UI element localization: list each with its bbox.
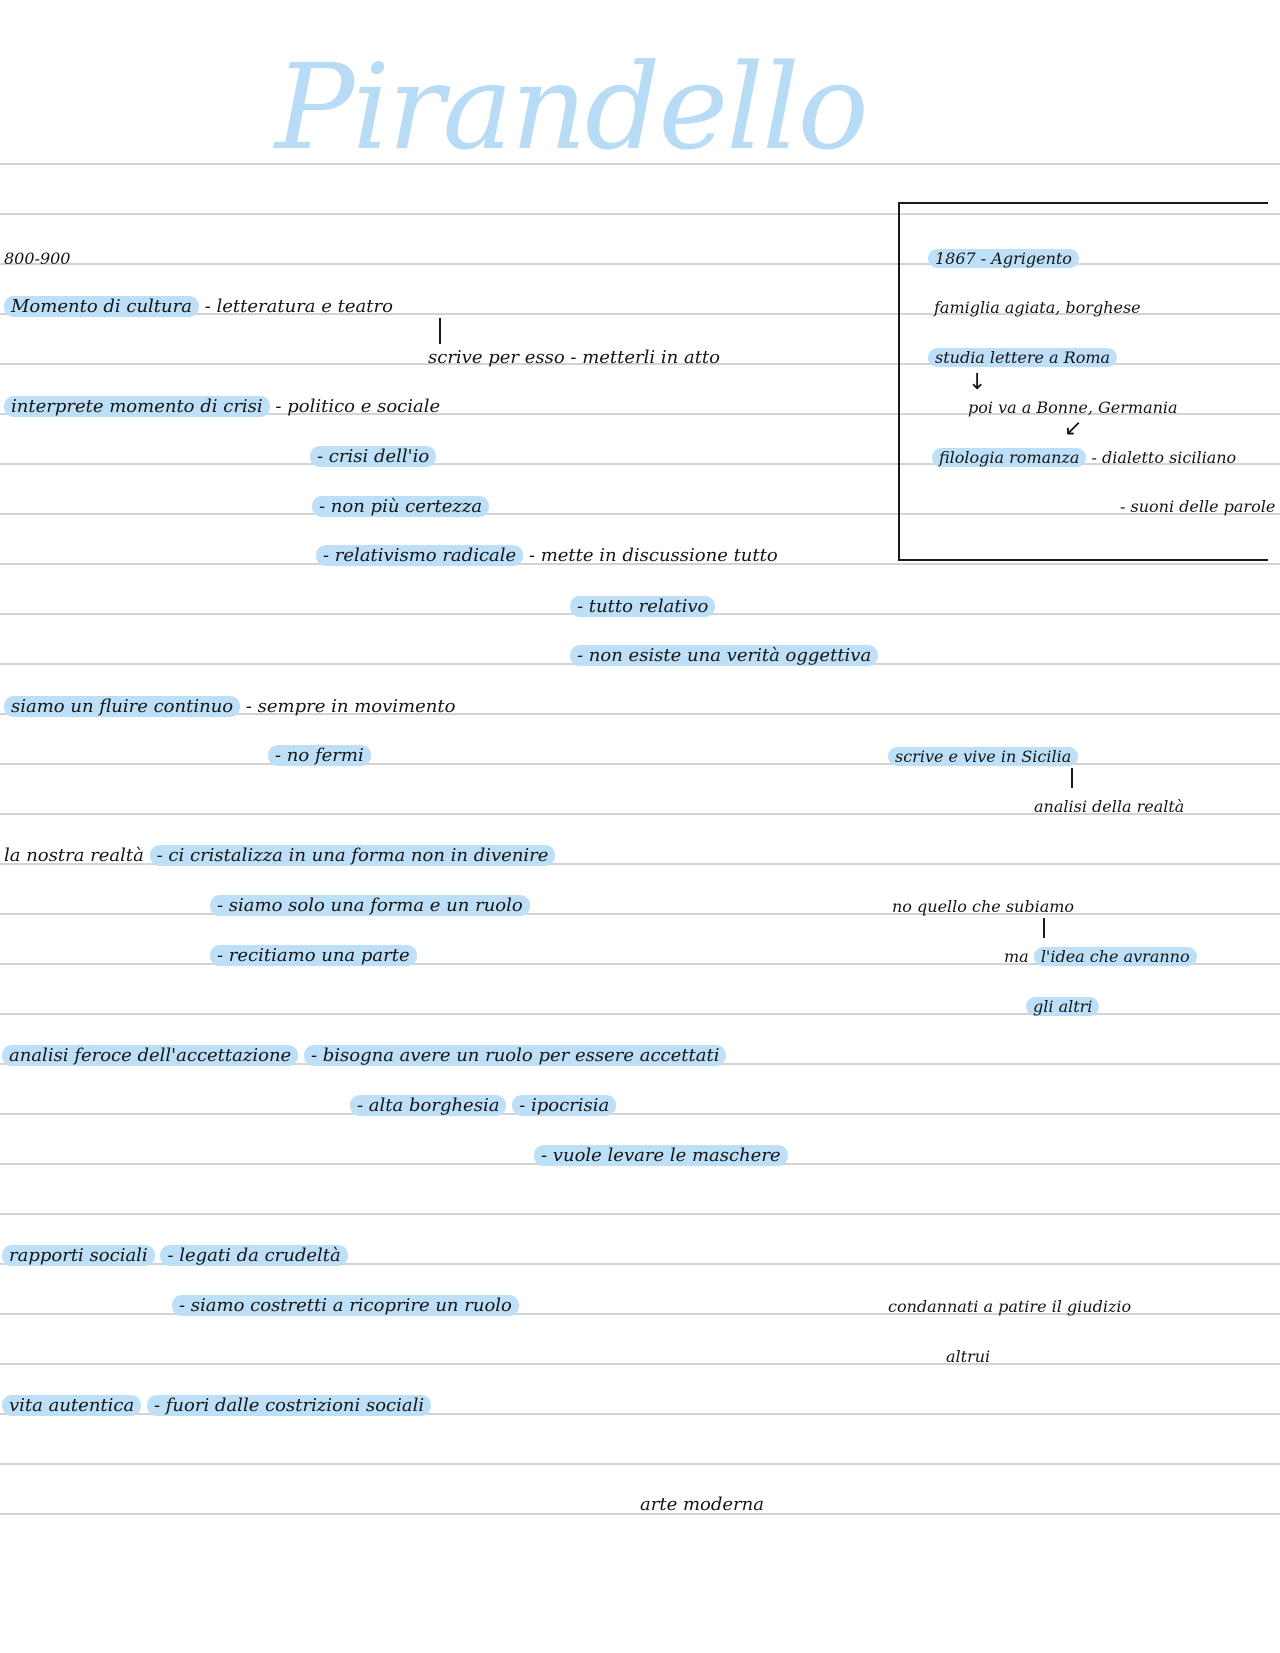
highlight: - tutto relativo bbox=[570, 596, 715, 617]
note-line-17 bbox=[2, 1245, 348, 1267]
connector-line bbox=[1071, 768, 1073, 788]
note-line-4 bbox=[310, 446, 436, 468]
highlight: - non più certezza bbox=[312, 496, 489, 517]
ruled-line bbox=[0, 1213, 1280, 1215]
note-line-9 bbox=[4, 696, 455, 718]
highlight: rapporti sociali bbox=[2, 1245, 155, 1266]
ruled-line bbox=[0, 1463, 1280, 1465]
note-line-6 bbox=[316, 545, 778, 567]
highlight: Momento di cultura bbox=[4, 296, 199, 317]
note-line-19 bbox=[2, 1395, 431, 1417]
highlight: - ci cristalizza in una forma non in divenire bbox=[150, 845, 556, 866]
box-line-6: - suoni delle parole bbox=[1120, 497, 1276, 516]
right-line-5 bbox=[1026, 996, 1099, 1018]
box-line-3 bbox=[928, 347, 1117, 369]
note-line-12 bbox=[210, 895, 530, 917]
highlight: filologia romanza bbox=[932, 448, 1086, 467]
note-text: ma bbox=[1004, 947, 1029, 966]
highlight: - legati da crudeltà bbox=[160, 1245, 347, 1266]
right-line-2: analisi della realtà bbox=[1034, 797, 1185, 816]
note-line-2: scrive per esso - metterli in atto bbox=[428, 347, 720, 368]
note-line-1 bbox=[4, 296, 393, 318]
note-line-8 bbox=[570, 645, 878, 667]
highlight: interprete momento di crisi bbox=[4, 396, 270, 417]
highlight: - siamo solo una forma e un ruolo bbox=[210, 895, 530, 916]
date-range: 800-900 bbox=[4, 249, 71, 268]
ruled-line bbox=[0, 1363, 1280, 1365]
highlight: - relativismo radicale bbox=[316, 545, 523, 566]
highlight: studia lettere a Roma bbox=[928, 348, 1117, 367]
arrow-down-icon: ↓ bbox=[968, 370, 987, 395]
note-line-15 bbox=[350, 1095, 616, 1117]
highlight: - no fermi bbox=[268, 745, 371, 766]
ruled-line bbox=[0, 1113, 1280, 1115]
arrow-down-left-icon: ↙ bbox=[1064, 416, 1083, 441]
note-text: - letteratura e teatro bbox=[204, 296, 393, 317]
highlight: - recitiamo una parte bbox=[210, 945, 417, 966]
highlight: - siamo costretti a ricoprire un ruolo bbox=[172, 1295, 519, 1316]
highlight: - non esiste una verità oggettiva bbox=[570, 645, 878, 666]
ruled-line bbox=[0, 763, 1280, 765]
highlight: gli altri bbox=[1026, 997, 1099, 1016]
connector-line bbox=[1043, 918, 1045, 938]
box-line-1 bbox=[928, 248, 1079, 270]
note-line-14 bbox=[2, 1045, 726, 1067]
note-line-7 bbox=[570, 596, 715, 618]
closing-note: arte moderna bbox=[640, 1494, 764, 1515]
ruled-line bbox=[0, 913, 1280, 915]
note-line-5 bbox=[312, 496, 489, 518]
page-title: Pirandello bbox=[275, 38, 867, 176]
highlight: - fuori dalle costrizioni sociali bbox=[147, 1395, 431, 1416]
box-line-5 bbox=[932, 447, 1236, 469]
note-line-13 bbox=[210, 945, 417, 967]
highlight: - crisi dell'io bbox=[310, 446, 436, 467]
note-line-3 bbox=[4, 396, 440, 418]
note-line-18 bbox=[172, 1295, 519, 1317]
highlight: scrive e vive in Sicilia bbox=[888, 747, 1078, 766]
right-line-3: no quello che subiamo bbox=[892, 897, 1075, 916]
note-line-16 bbox=[534, 1145, 788, 1167]
box-line-2: famiglia agiata, borghese bbox=[934, 298, 1141, 317]
highlight: siamo un fluire continuo bbox=[4, 696, 240, 717]
note-text: - mette in discussione tutto bbox=[528, 545, 778, 566]
note-text: - dialetto siciliano bbox=[1091, 448, 1237, 467]
note-line-10 bbox=[268, 745, 371, 767]
highlight: vita autentica bbox=[2, 1395, 141, 1416]
right-line-7: altrui bbox=[946, 1347, 991, 1366]
note-text: la nostra realtà bbox=[4, 845, 144, 866]
highlight: analisi feroce dell'accettazione bbox=[2, 1045, 298, 1066]
highlight: - ipocrisia bbox=[512, 1095, 616, 1116]
highlight: l'idea che avranno bbox=[1034, 947, 1197, 966]
note-text: - sempre in movimento bbox=[245, 696, 456, 717]
right-line-4 bbox=[1004, 946, 1197, 968]
highlight: - vuole levare le maschere bbox=[534, 1145, 788, 1166]
box-line-4: poi va a Bonne, Germania bbox=[968, 398, 1178, 417]
note-text: - politico e sociale bbox=[275, 396, 441, 417]
right-line-1 bbox=[888, 746, 1078, 768]
highlight: - bisogna avere un ruolo per essere accettati bbox=[304, 1045, 727, 1066]
highlight: - alta borghesia bbox=[350, 1095, 506, 1116]
note-line-11 bbox=[4, 845, 555, 867]
right-line-6: condannati a patire il giudizio bbox=[888, 1297, 1132, 1316]
connector-line bbox=[439, 318, 441, 344]
highlight: 1867 - Agrigento bbox=[928, 249, 1079, 268]
